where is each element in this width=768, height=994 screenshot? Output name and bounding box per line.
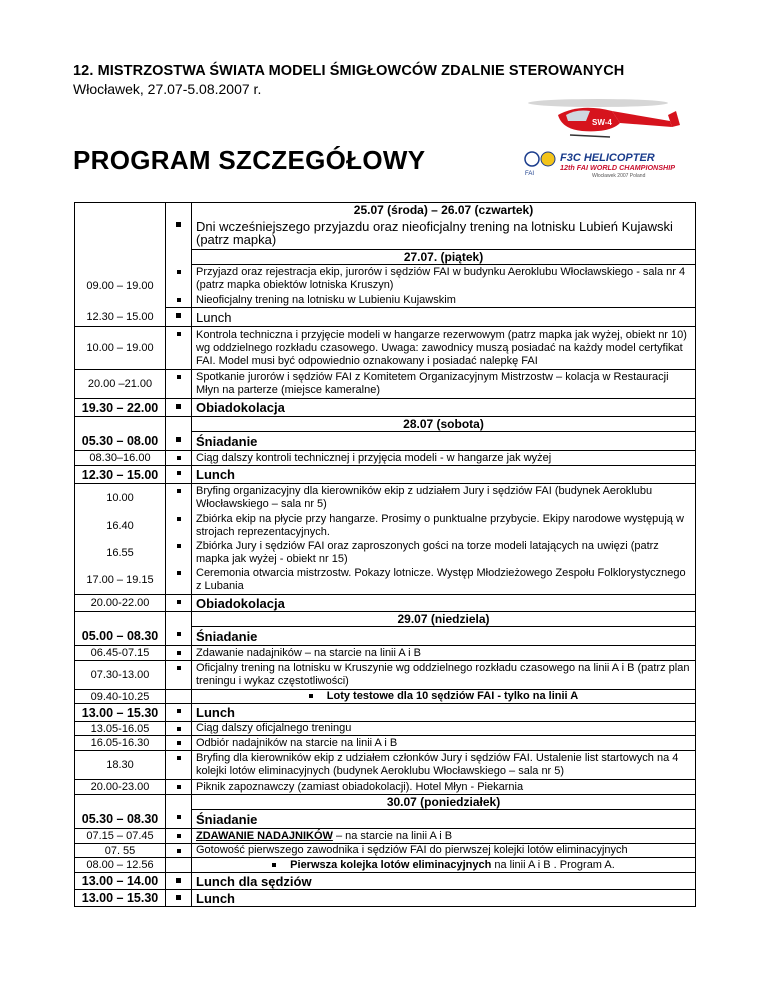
list-item: Nieoficjalny trening na lotnisku w Lubieniu Kujawskim <box>192 293 696 308</box>
time-cell: 05.30 – 08.30 <box>75 810 166 829</box>
list-item: Ciąg dalszy kontroli technicznej i przyjęcia modeli - w hangarze jak wyżej <box>192 451 696 466</box>
time-cell: 16.55 <box>75 539 166 566</box>
time-cell: 09.40-10.25 <box>75 690 166 704</box>
list-item: Ciąg dalszy oficjalnego treningu <box>192 722 696 736</box>
list-item: Obiadokolacja <box>192 595 696 612</box>
time-cell: 12.30 – 15.00 <box>75 466 166 484</box>
list-item: Lunch <box>192 890 696 907</box>
day-header: 29.07 (niedziela) <box>192 612 696 627</box>
time-cell: 19.30 – 22.00 <box>75 399 166 417</box>
list-item: Odbiór nadajników na starcie na linii A i B <box>192 736 696 751</box>
time-cell: 13.00 – 15.30 <box>75 704 166 722</box>
list-item: Zbiórka Jury i sędziów FAI oraz zaproszonych gości na torze modeli latających na uwięzi (patrz mapka jak wyżej - obiekt nr 15) <box>192 539 696 566</box>
time-cell: 05.00 – 08.30 <box>75 627 166 646</box>
time-cell: 08.30–16.00 <box>75 451 166 466</box>
list-item: Śniadanie <box>192 432 696 451</box>
list-item-emphasis: Pierwsza kolejka lotów eliminacyjnych <box>290 858 492 871</box>
list-item: Bryfing dla kierowników ekip z udziałem członków Jury i sędziów FAI. Ustalenie list startowych na 4 kolejki lotów eliminacyjnych (budynek Aeroklubu Włocławskiego – sala nr 5) <box>192 751 696 780</box>
time-cell: 10.00 <box>75 484 166 513</box>
time-cell: 07.30-13.00 <box>75 661 166 690</box>
day-header: 28.07 (sobota) <box>192 417 696 432</box>
fai-label: FAI <box>525 171 535 177</box>
list-item: na linii A i B . Program A. <box>491 858 615 871</box>
time-cell: 09.00 – 19.00 <box>75 265 166 308</box>
time-cell: 13.00 – 14.00 <box>75 873 166 890</box>
list-item: Bryfing organizacyjny dla kierowników ekip z udziałem Jury i sędziów FAI (budynek Aeroklubu Włocławskiego – sala nr 5) <box>192 484 696 513</box>
program-heading: PROGRAM SZCZEGÓŁOWY <box>73 145 426 175</box>
list-item: Spotkanie jurorów i sędziów FAI z Komitetem Organizacyjnym Mistrzostw – kolacja w Restauracji Młyn na parterze (miejsce kameralne) <box>192 370 696 399</box>
time-cell: 07.15 – 07.45 <box>75 829 166 844</box>
list-item: Obiadokolacja <box>192 399 696 417</box>
list-item: Piknik zapoznawczy (zamiast obiadokolacji). Hotel Młyn - Piekarnia <box>192 780 696 795</box>
championship-logo <box>520 85 690 180</box>
list-item: Zbiórka ekip na płycie przy hangarze. Prosimy o punktualne przybycie. Ekipy narodowe występują w strojach reprezentacyjnych. <box>192 512 696 539</box>
time-cell: 05.30 – 08.00 <box>75 432 166 451</box>
heli-label: SW-4 <box>592 118 612 127</box>
time-cell: 16.05-16.30 <box>75 736 166 751</box>
list-item: Ceremonia otwarcia mistrzostw. Pokazy lotnicze. Występ Młodzieżowego Zespołu Folklorystycznego z Lubania <box>192 566 696 595</box>
list-item: Śniadanie <box>192 627 696 646</box>
logo-line1: F3C HELICOPTER <box>560 152 655 164</box>
list-item: Gotowość pierwszego zawodnika i sędziów FAI do pierwszej kolejki lotów eliminacyjnych <box>192 844 696 858</box>
time-cell: 12.30 – 15.00 <box>75 308 166 327</box>
list-item: Dni wcześniejszego przyjazdu oraz nieoficjalny trening na lotnisku Lubień Kujawski (patrz mapka) <box>192 217 696 250</box>
logo-line2: 12th FAI WORLD CHAMPIONSHIP <box>560 163 676 172</box>
list-item: Śniadanie <box>192 810 696 829</box>
list-item: Przyjazd oraz rejestracja ekip, jurorów i sędziów FAI w budynku Aeroklubu Włocławskiego - sala nr 4 (patrz mapka obiektów lotniska Kruszyn) <box>192 265 696 294</box>
time-cell: 18.30 <box>75 751 166 780</box>
list-item: Kontrola techniczna i przyjęcie modeli w hangarze rezerwowym (patrz mapka jak wyżej, obiekt nr 10) wg oddzielnego rozkładu czasowego. Uwaga: zawodnicy muszą posiadać na każdy model certyfikat FAI. Model musi być odpowiednio oznakowany i posiadać nalepkę FAI <box>192 327 696 370</box>
document-subtitle: Włocławek, 27.07-5.08.2007 r. <box>73 81 262 97</box>
time-cell: 08.00 – 12.56 <box>75 858 166 873</box>
time-cell: 06.45-07.15 <box>75 646 166 661</box>
logo-line3: Włocławek 2007 Poland <box>592 173 646 179</box>
list-item-emphasis: ZDAWANIE NADAJNIKÓW <box>196 829 333 842</box>
list-item: Lunch <box>192 704 696 722</box>
list-item: Zdawanie nadajników – na starcie na linii A i B <box>192 646 696 661</box>
time-cell: 13.05-16.05 <box>75 722 166 736</box>
day-header: 27.07. (piątek) <box>192 250 696 265</box>
list-item: Loty testowe dla 10 sędziów FAI - tylko na linii A <box>326 690 579 702</box>
list-item: Lunch <box>192 308 696 327</box>
schedule-table <box>74 202 696 907</box>
time-cell: 07. 55 <box>75 844 166 858</box>
list-item: Lunch <box>192 466 696 484</box>
day-header: 30.07 (poniedziałek) <box>192 795 696 810</box>
list-item: Oficjalny trening na lotnisku w Kruszynie wg oddzielnego rozkładu czasowego na linii A i B (patrz plan treningu i wykaz częstotliwości) <box>192 661 696 690</box>
document-title: 12. MISTRZOSTWA ŚWIATA MODELI ŚMIGŁOWCÓW ZDALNIE STEROWANYCH <box>73 63 625 79</box>
day-header: 25.07 (środa) – 26.07 (czwartek) <box>192 203 696 218</box>
list-item: – na starcie na linii A i B <box>332 829 453 842</box>
list-item: Lunch dla sędziów <box>192 873 696 890</box>
time-cell: 16.40 <box>75 512 166 539</box>
time-cell: 20.00-23.00 <box>75 780 166 795</box>
time-cell: 10.00 – 19.00 <box>75 327 166 370</box>
time-cell: 20.00 –21.00 <box>75 370 166 399</box>
time-cell: 13.00 – 15.30 <box>75 890 166 907</box>
time-cell: 17.00 – 19.15 <box>75 566 166 595</box>
time-cell: 20.00-22.00 <box>75 595 166 612</box>
